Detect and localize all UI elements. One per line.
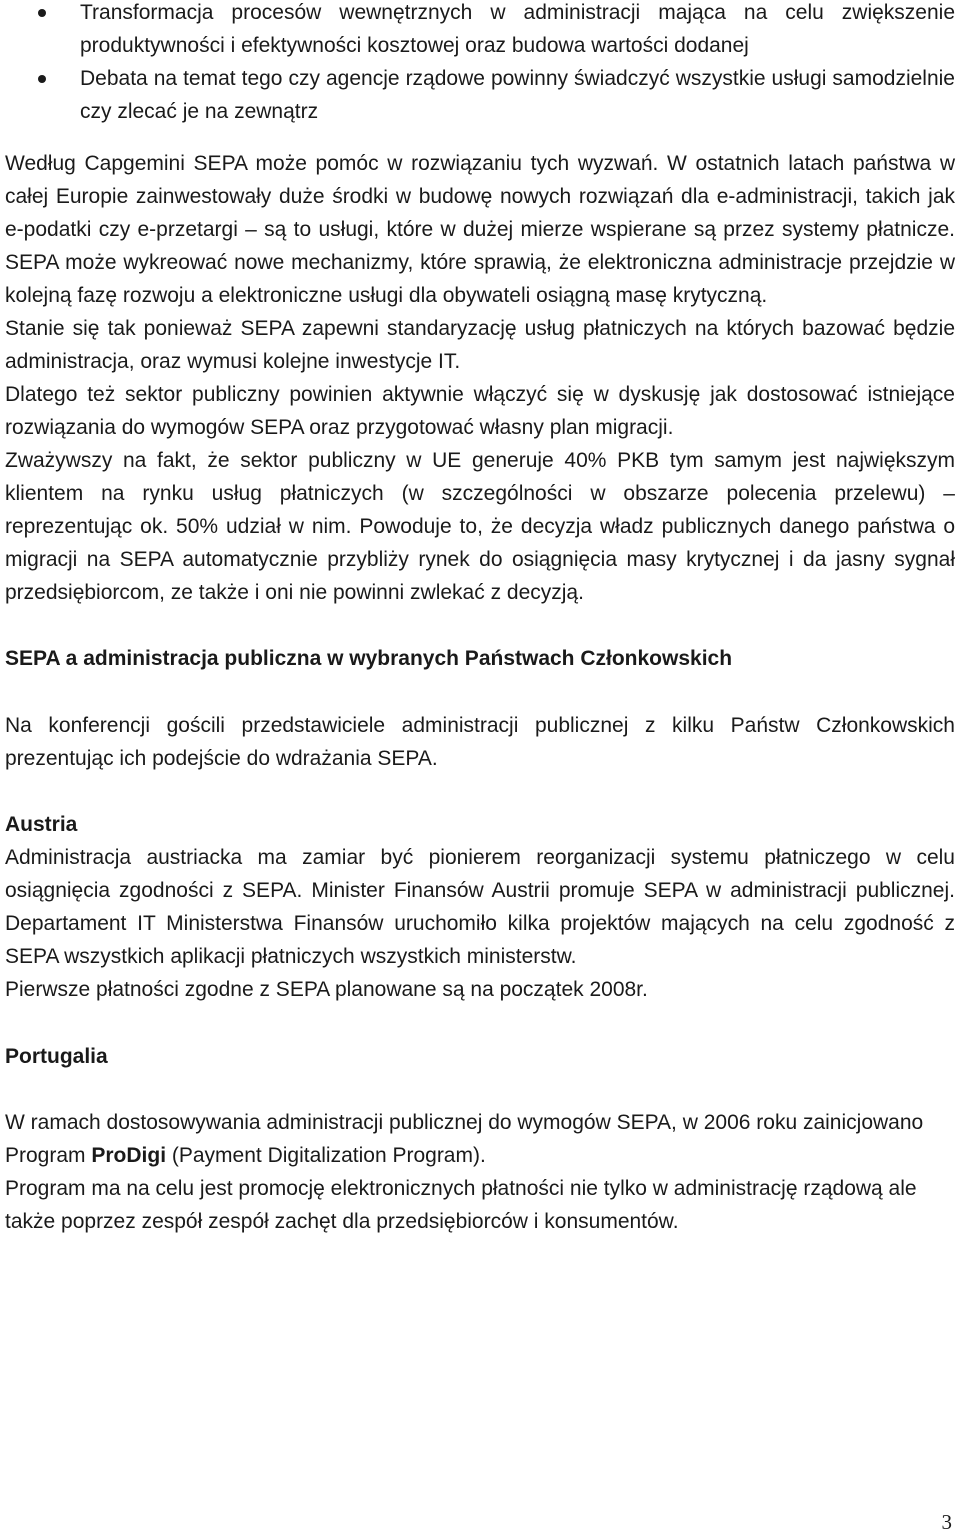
bullet-item: [5, 0, 955, 62]
paragraph-austria: Administracja austriacka ma zamiar być pionierem reorganizacji systemu płatniczego w celu osiągnięcia zgodności z SEPA. Minister Finansów Austrii promuje SEPA w administracji publicznej. Departament IT Ministerstwa Finansów uruchomiło kilka projektów mających na celu zgodność z SEPA wszystkich aplikacji płatniczych wszystkich ministerstw.: [5, 846, 955, 968]
paragraph-standaryzacja: Stanie się tak ponieważ SEPA zapewni standaryzację usług płatniczych na których bazować będzie administracja, oraz wymusi kolejne inwestycje IT.: [5, 317, 955, 373]
section-heading-sepa: SEPA a administracja publiczna w wybranych Państwach Członkowskich: [5, 647, 733, 670]
page-number: 3: [941, 1510, 952, 1534]
prodigi-text-after: (Payment Digitalization Program).: [166, 1144, 486, 1167]
bullet-text: Debata na temat tego czy agencje rządowe powinny świadczyć wszystkie usługi samodzielnie czy zlecać je na zewnątrz: [80, 67, 955, 123]
prodigi-text-before: W ramach dostosowywania administracji publicznej do wymogów SEPA, w 2006 roku zainicjowano Program: [5, 1111, 924, 1167]
section-heading-portugalia: Portugalia: [5, 1045, 108, 1068]
bullet-item: [5, 62, 955, 128]
prodigi-name: ProDigi: [91, 1144, 167, 1167]
paragraph-prodigi: [5, 1106, 955, 1172]
bullet-dot-icon: [38, 75, 46, 83]
bullet-text: Transformacja procesów wewnętrznych w administracji mająca na celu zwiększenie produktywności i efektywności kosztowej oraz budowa wartości dodanej: [80, 1, 955, 57]
paragraph-konferencja: Na konferencji gościli przedstawiciele administracji publicznej z kilku Państw Członkowskich prezentując ich podejście do wdrażania SEPA.: [5, 714, 955, 770]
paragraph-capgemini: Według Capgemini SEPA może pomóc w rozwiązaniu tych wyzwań. W ostatnich latach państwa w całej Europie zainwestowały duże środki w budowę nowych rozwiązań dla e-administracji, takich jak e-podatki czy e-przetargi – są to usługi, które w dużej mierze wspierane są przez systemy płatnicze. SEPA może wykreować nowe mechanizmy, które sprawią, że elektroniczna administracje przejdzie w kolejną fazę rozwoju a elektroniczne usługi dla obywateli osiągną masę krytyczną.: [5, 152, 955, 307]
paragraph-austria-2008: Pierwsze płatności zgodne z SEPA planowane są na początek 2008r.: [5, 978, 648, 1001]
paragraph-dlatego: Dlatego też sektor publiczny powinien aktywnie włączyć się w dyskusję jak dostosować istniejące rozwiązania do wymogów SEPA oraz przygotować własny plan migracji.: [5, 383, 955, 439]
document-page: [5, 0, 955, 1238]
bullet-list: [5, 0, 955, 128]
section-heading-austria: Austria: [5, 813, 78, 836]
paragraph-zwazywszy: Zważywszy na fakt, że sektor publiczny w UE generuje 40% PKB tym samym jest największym klientem na rynku usług płatniczych (w szczególności w obszarze polecenia przelewu) – reprezentując ok. 50% udział w nim. Powoduje to, że decyzja władz publicznych danego państwa o migracji na SEPA automatycznie przybliży rynek do osiągnięcia masy krytycznej i da jasny sygnał przedsiębiorcom, ze także i oni nie powinni zwlekać z decyzją.: [5, 449, 955, 604]
bullet-dot-icon: [38, 9, 46, 17]
paragraph-program-cel: Program ma na celu jest promocję elektronicznych płatności nie tylko w administrację rządową ale także poprzez zespół zespół zachęt dla przedsiębiorców i konsumentów.: [5, 1177, 917, 1233]
